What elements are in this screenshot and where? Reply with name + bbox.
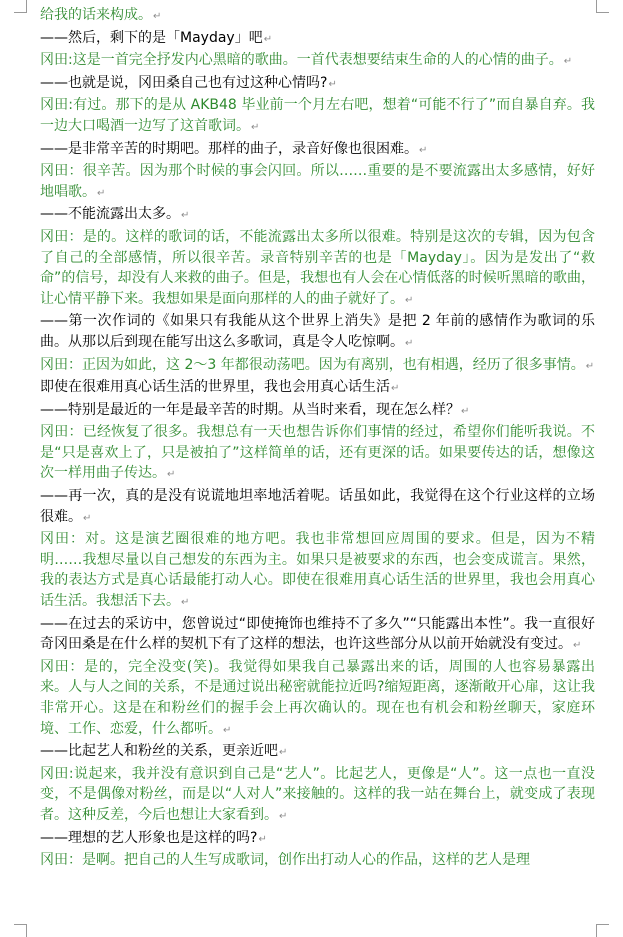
paragraph-mark-icon: ↵ xyxy=(153,11,162,22)
paragraph-text: ——是非常辛苦的时期吧。那样的曲子，录音好像也很困难。 xyxy=(40,140,418,157)
paragraph-mark-icon: ↵ xyxy=(258,833,267,845)
paragraph-text: 冈田:说起来，我并没有意识到自己是“艺人”。比起艺人，更像是“人”。这一点也一直没变，不是偶像对粉丝，而是以“人对人”来接触的。这样的我一站在舞台上，就变成了表现者。这种反差，今后也想让大家看到。 xyxy=(40,765,595,823)
crop-mark-top-left xyxy=(14,0,27,13)
question-paragraph xyxy=(40,311,595,354)
paragraph-mark-icon: ↵ xyxy=(181,210,190,222)
paragraph-text: 冈田：已经恢复了很多。我想总有一天也想告诉你们事情的经过，希望你们能听我说。不是“只是喜欢上了，只是被拍了”这样简单的话，还有更深的话。如果要传达的话，想像这次一样用曲子传达。 xyxy=(40,424,595,482)
paragraph-mark-icon: ↵ xyxy=(405,294,414,306)
question-paragraph xyxy=(40,828,595,851)
paragraph-mark-icon: ↵ xyxy=(167,469,176,481)
paragraph-text: ——比起艺人和粉丝的关系，更亲近吧 xyxy=(40,743,278,760)
answer-paragraph xyxy=(40,5,595,28)
paragraph-text: 冈田:这是一首完全抒发内心黑暗的歌曲。一首代表想要结束生命的人的心情的曲子。 xyxy=(40,52,563,69)
paragraph-text: 冈田:有过。那下的是从 AKB48 毕业前一个月左右吧，想着“可能不行了”而自暴自弃。我一边大口喝酒一边写了这首歌词。 xyxy=(40,97,595,134)
paragraph-mark-icon: ↵ xyxy=(83,512,92,524)
answer-paragraph xyxy=(40,850,595,871)
paragraph-text: 冈田：是的，完全没变(笑)。我觉得如果我自己暴露出来的话，周围的人也容易暴露出来。人与人之间的关系，不是通过说出秘密就能拉近吗?缩短距离，逐渐敞开心扉，这让我非常开心。这是在和粉丝们的握手会上再次确认的。现在也有机会和粉丝聊天，家庭环境、工作、恋爱，什么都听。 xyxy=(40,658,595,737)
paragraph-mark-icon: ↵ xyxy=(251,121,260,133)
paragraph-text: 给我的话来构成。 xyxy=(40,7,152,23)
question-paragraph xyxy=(40,741,595,764)
paragraph-text: ——不能流露出太多。 xyxy=(40,206,180,223)
paragraph-mark-icon: ↵ xyxy=(563,56,573,68)
question-paragraph xyxy=(40,377,595,400)
paragraph-text: ——也就是说，冈田桑自己也有过这种心情吗? xyxy=(40,74,328,91)
question-paragraph xyxy=(40,139,595,162)
answer-paragraph xyxy=(40,355,595,378)
paragraph-mark-icon: ↵ xyxy=(223,724,232,736)
paragraph-text: ——特别是最近的一年是最辛苦的时期。从当时来看，现在怎么样？ xyxy=(40,401,460,418)
answer-paragraph xyxy=(40,422,595,486)
paragraph-mark-icon: ↵ xyxy=(97,187,106,199)
question-paragraph xyxy=(40,28,595,51)
answer-paragraph xyxy=(40,764,595,828)
paragraph-text: 冈田：很辛苦。因为那个时候的事会闪回。所以……重要的是不要流露出太多感情，好好地唱歌。 xyxy=(40,163,595,200)
answer-paragraph xyxy=(40,50,595,73)
paragraph-text: ——再一次，真的是没有说谎地坦率地活着呢。话虽如此，我觉得在这个行业这样的立场很难。 xyxy=(40,488,595,525)
question-paragraph xyxy=(40,400,595,423)
paragraph-mark-icon: ↵ xyxy=(573,640,582,652)
paragraph-mark-icon: ↵ xyxy=(419,144,428,156)
crop-mark-bottom-left xyxy=(14,924,27,937)
paragraph-mark-icon: ↵ xyxy=(181,597,190,609)
answer-paragraph xyxy=(40,161,595,204)
paragraph-mark-icon: ↵ xyxy=(461,405,470,417)
paragraph-mark-icon: ↵ xyxy=(405,337,414,349)
answer-paragraph xyxy=(40,95,595,138)
question-paragraph xyxy=(40,204,595,227)
paragraph-mark-icon: ↵ xyxy=(328,78,337,90)
answer-paragraph xyxy=(40,657,595,741)
paragraph-text: 冈田：是啊。把自己的人生写成歌词，创作出打动人心的作品，这样的艺人是理 xyxy=(40,852,530,869)
paragraph-text: ——然后，剩下的是「Mayday」吧 xyxy=(40,29,263,46)
paragraph-text: ——理想的艺人形象也是这样的吗? xyxy=(40,829,258,846)
paragraph-mark-icon: ↵ xyxy=(585,360,595,372)
document-body xyxy=(40,5,595,871)
paragraph-text: 即使在很难用真心话生活的世界里，我也会用真心话生活 xyxy=(40,379,390,396)
paragraph-mark-icon: ↵ xyxy=(279,747,288,759)
paragraph-mark-icon: ↵ xyxy=(263,33,273,45)
answer-paragraph xyxy=(40,529,595,613)
question-paragraph xyxy=(40,486,595,529)
question-paragraph xyxy=(40,614,595,657)
answer-paragraph xyxy=(40,227,595,311)
paragraph-text: 冈田：对。这是演艺圈很难的地方吧。我也非常想回应周围的要求。但是，因为不精明……我想尽量以自己想发的东西为主。如果只是被要求的东西，也会变成谎言。果然，我的表达方式是真心话最能打动人心。即使在很难用真心话生活的世界里，我也会用真心话生活。我想活下去。 xyxy=(40,531,595,610)
paragraph-text: 冈田：是的。这样的歌词的话，不能流露出太多所以很难。特别是这次的专辑，因为包含了自己的全部感情，所以很辛苦。录音特别辛苦的也是「Mayday」。因为是发出了“救命”的信号，却没有人来救的曲子。但是，我想也有人会在心情低落的时候听黑暗的歌曲，让心情平静下来。我想如果是面向那样的人的曲子就好了。 xyxy=(40,228,595,307)
paragraph-mark-icon: ↵ xyxy=(391,383,400,395)
paragraph-mark-icon: ↵ xyxy=(279,810,288,822)
question-paragraph xyxy=(40,73,595,96)
crop-mark-top-right xyxy=(596,0,609,13)
paragraph-text: ——在过去的采访中，您曾说过“即使掩饰也维持不了多久”“只能露出本性”。我一直很好奇冈田桑是在什么样的契机下有了这样的想法，也许这些部分从以前开始就没有变过。 xyxy=(40,615,595,653)
crop-mark-bottom-right xyxy=(596,924,609,937)
paragraph-text: ——第一次作词的《如果只有我能从这个世界上消失》是把 2 年前的感情作为歌词的乐曲。从那以后到现在能写出这么多歌词，真是令人吃惊啊。 xyxy=(40,313,595,350)
paragraph-text: 冈田：正因为如此，这 2～3 年都很动荡吧。因为有离别，也有相遇，经历了很多事情。 xyxy=(40,356,585,373)
